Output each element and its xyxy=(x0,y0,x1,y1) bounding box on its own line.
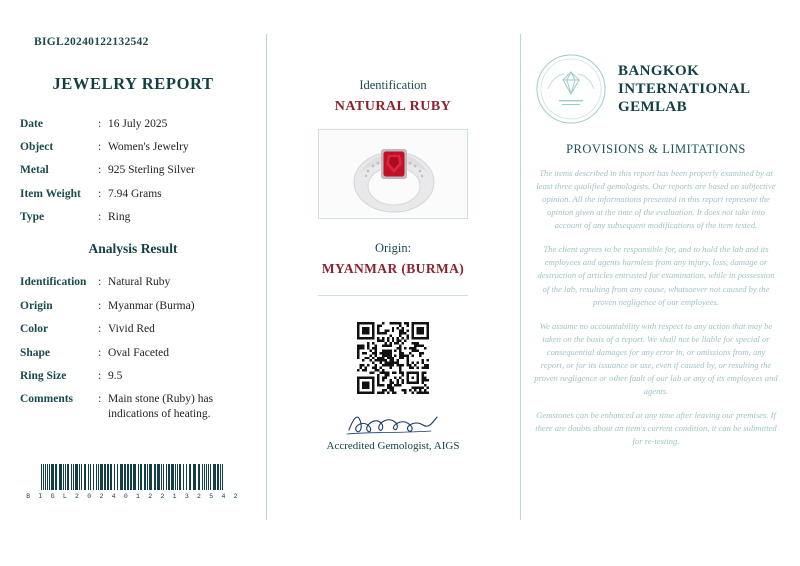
table-row xyxy=(20,135,246,158)
item-details-table xyxy=(20,112,246,229)
table-row xyxy=(20,206,246,229)
field-colon: : xyxy=(98,140,102,153)
field-colon: : xyxy=(98,393,102,406)
brand-title xyxy=(618,62,750,117)
field-label: Shape xyxy=(20,346,51,359)
table-row xyxy=(20,341,246,364)
field-label: Type xyxy=(20,211,45,223)
gem-photo-frame xyxy=(318,129,468,219)
report-title: JEWELRY REPORT xyxy=(52,74,214,93)
provisions-paragraph: Gemstones can be enhanced at any time after leaving our premises. If there are doubts about an item's current condition, it can be submitted for re-testing. xyxy=(535,410,777,447)
ring-photo-icon xyxy=(319,130,468,219)
provisions-paragraph: We assume no accountability with respect to any action that may be taken on the basis of a report. We shall not be liable for special or consequential damages for any error in, or omissions from, any report, or for its issuance or use, even if caused by, or resulting the proven negligence or other fault of our lab or any of its employees and agents. xyxy=(534,320,778,396)
field-value: 7.94 Grams xyxy=(108,187,162,200)
field-value: 16 July 2025 xyxy=(108,117,168,130)
field-label: Identification xyxy=(20,276,87,289)
field-colon: : xyxy=(98,299,102,312)
field-value: 925 Sterling Silver xyxy=(108,164,195,177)
origin-value: MYANMAR (BURMA) xyxy=(321,261,465,276)
field-value: Myanmar (Burma) xyxy=(108,299,195,312)
field-label: Origin xyxy=(20,299,53,312)
handwritten-signature-icon xyxy=(345,408,441,438)
gem-seal-logo-icon xyxy=(534,52,608,126)
field-value: Natural Ruby xyxy=(108,276,171,289)
provisions-title: PROVISIONS & LIMITATIONS xyxy=(566,142,746,156)
identification-column xyxy=(266,56,520,452)
field-label: Color xyxy=(20,323,49,336)
brand-line-1: BANGKOK xyxy=(618,62,700,79)
table-row xyxy=(20,182,246,205)
field-label: Metal xyxy=(20,164,49,177)
field-colon: : xyxy=(98,323,102,336)
brand-line-3: GEMLAB xyxy=(618,99,688,116)
identification-value: NATURAL RUBY xyxy=(334,99,452,114)
provisions-paragraph: The client agrees to be responsible for, and to hold the lab and its employees and agents harmless from any injury, loss, damage or destruction of articles entrusted for examination, while in possession of the lab, resulting from any cause, whatsoever not caused by the proven negligence of our employees. xyxy=(537,244,775,307)
signature-area xyxy=(280,408,506,438)
field-colon: : xyxy=(98,211,102,223)
barcode-area xyxy=(0,455,266,500)
analysis-result-table xyxy=(20,271,246,426)
field-colon: : xyxy=(98,346,102,359)
table-row xyxy=(20,159,246,182)
table-row xyxy=(20,318,246,341)
gemologist-label: Accredited Gemologist, AIGS xyxy=(326,440,460,452)
barcode-image xyxy=(41,464,225,490)
field-label: Object xyxy=(20,140,54,153)
brand-header xyxy=(534,52,778,126)
analysis-result-title: Analysis Result xyxy=(88,240,178,256)
field-colon: : xyxy=(98,117,102,130)
field-label: Date xyxy=(20,117,43,130)
table-row xyxy=(20,364,246,387)
section-divider xyxy=(318,295,468,296)
jewelry-report-column xyxy=(0,56,266,426)
barcode-number: B I G L 2 0 2 4 0 1 2 2 1 3 2 5 4 2 xyxy=(26,493,240,500)
field-label: Comments xyxy=(20,393,74,406)
field-colon: : xyxy=(98,276,102,289)
brand-line-2: INTERNATIONAL xyxy=(618,80,751,97)
field-value: Oval Faceted xyxy=(108,346,169,359)
field-value: Women's Jewelry xyxy=(108,140,189,153)
field-value: Main stone (Ruby) has indications of heating. xyxy=(108,393,214,420)
identification-label: Identification xyxy=(359,78,427,92)
table-row xyxy=(20,271,246,294)
field-colon: : xyxy=(98,164,102,177)
field-value: 9.5 xyxy=(108,369,123,382)
origin-label: Origin: xyxy=(374,241,412,255)
field-colon: : xyxy=(98,187,102,200)
qr-code-area[interactable] xyxy=(280,322,506,394)
field-value: Ring xyxy=(108,211,131,223)
provisions-paragraph: The items described in this report has been properly examined by at least three qualified gemologists. Our reports are based on subjective opinion. All the informations presented in this report represent the opinion given at the time of the evaluation. It does not take into account of any subsequent modifications of the item tested. xyxy=(536,168,776,231)
table-row xyxy=(20,388,246,426)
field-colon: : xyxy=(98,369,102,382)
provisions-column xyxy=(520,34,800,459)
qr-code-icon[interactable] xyxy=(357,322,429,394)
field-value: Vivid Red xyxy=(108,323,155,336)
field-label: Item Weight xyxy=(20,187,81,200)
field-label: Ring Size xyxy=(20,369,67,382)
table-row xyxy=(20,294,246,317)
certificate-id: BIGL20240122132542 xyxy=(34,36,149,48)
table-row xyxy=(20,112,246,135)
